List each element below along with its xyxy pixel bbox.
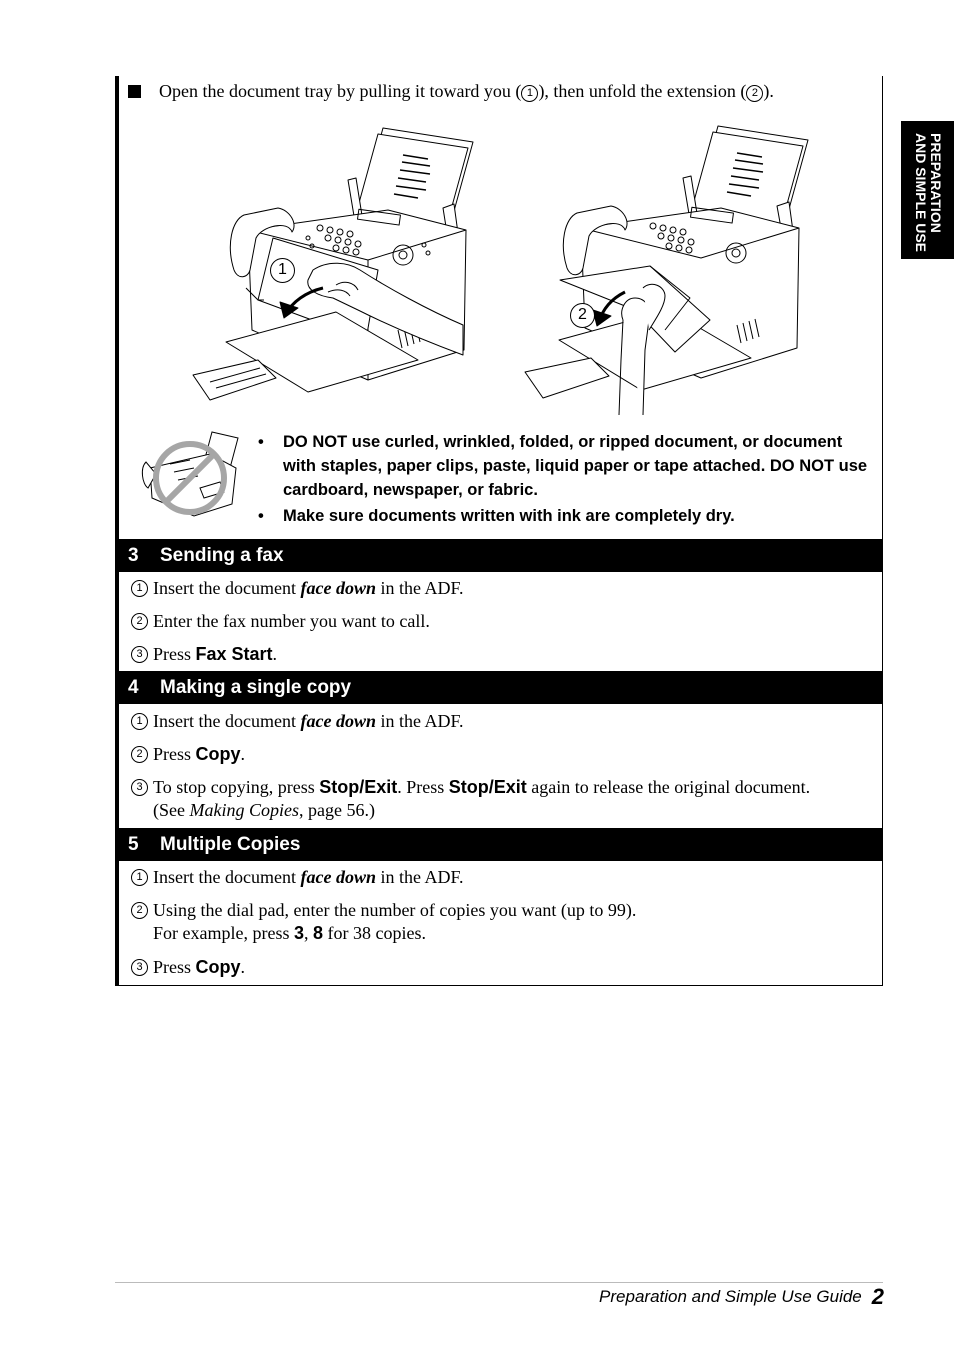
key-label: Stop/Exit <box>448 777 527 797</box>
key-label: Copy <box>195 744 241 764</box>
key-label: Copy <box>195 957 241 977</box>
step-text: . <box>240 744 246 764</box>
figure-label-2: 2 <box>570 303 595 328</box>
section-title: Sending a fax <box>160 545 284 566</box>
intro-text-pre: Open the document tray by pulling it toward you ( <box>159 81 522 101</box>
page-footer <box>599 1284 884 1310</box>
caution-list <box>258 430 876 530</box>
circled-number: 2 <box>131 902 148 919</box>
fax-tray-extension-illustration <box>515 120 810 415</box>
no-damaged-document-icon <box>140 428 245 518</box>
step-text: . <box>240 957 246 977</box>
circled-number: 2 <box>131 613 148 630</box>
step-item <box>131 866 876 889</box>
step-text: Press <box>153 744 196 764</box>
step-text: in the ADF. <box>375 711 464 731</box>
section-number: 4 <box>128 677 139 698</box>
step-item <box>131 743 876 766</box>
step-text: Using the dial pad, enter the number of copies you want (up to 99). <box>153 900 637 920</box>
intro-instruction <box>128 80 774 102</box>
section-header-sending-fax <box>119 539 882 572</box>
footer-divider <box>115 1282 883 1283</box>
fax-tray-open-illustration <box>188 120 478 410</box>
step-text: Insert the document <box>153 578 301 598</box>
circled-number: 1 <box>131 580 148 597</box>
key-label: 8 <box>312 923 323 943</box>
step-emphasis: face down <box>300 711 376 731</box>
step-emphasis: face down <box>300 578 376 598</box>
intro-text-mid: ), then unfold the extension ( <box>538 81 747 101</box>
step-text: Press <box>153 957 196 977</box>
circled-number: 3 <box>131 779 148 796</box>
step-text: in the ADF. <box>375 578 464 598</box>
caution-item: • DO NOT use curled, wrinkled, folded, or ripped document, or document with staples, paper clips, paste, liquid paper or tape attached. DO NOT use cardboard, newspaper, or fabric. <box>258 430 876 502</box>
bullet-square-icon <box>128 85 141 98</box>
step-item <box>131 710 876 733</box>
side-tab-line: AND SIMPLE USE <box>913 133 929 253</box>
step-item <box>131 610 876 633</box>
step-text: . Press <box>397 777 449 797</box>
circled-number: 1 <box>521 85 538 102</box>
section-number: 5 <box>128 834 139 855</box>
circled-number: 1 <box>131 869 148 886</box>
step-text: in the ADF. <box>375 867 464 887</box>
step-text: Enter the fax number you want to call. <box>153 611 430 631</box>
step-text: To stop copying, press <box>153 777 320 797</box>
step-text: again to release the original document. <box>526 777 811 797</box>
cross-reference: Making Copies <box>189 800 299 820</box>
step-item <box>131 956 876 979</box>
circled-number: 2 <box>131 746 148 763</box>
step-item <box>131 643 876 666</box>
step-text: Insert the document <box>153 711 301 731</box>
footer-title: Preparation and Simple Use Guide <box>599 1287 862 1306</box>
step-item <box>131 899 876 945</box>
step-text: Press <box>153 644 196 664</box>
figure-label-1: 1 <box>270 258 295 283</box>
intro-text-post: ). <box>763 81 774 101</box>
step-text: , <box>303 923 313 943</box>
caution-item: • Make sure documents written with ink are completely dry. <box>258 504 876 528</box>
page-number: 2 <box>871 1284 884 1309</box>
step-text: For example, press <box>153 923 294 943</box>
side-tab-line: PREPARATION <box>928 133 944 233</box>
step-text: for 38 copies. <box>323 923 426 943</box>
circled-number: 3 <box>131 646 148 663</box>
chapter-side-tab <box>901 121 954 259</box>
key-label: Stop/Exit <box>319 777 398 797</box>
step-text: (See <box>153 800 190 820</box>
circled-number: 2 <box>746 85 763 102</box>
section-header-multiple-copies <box>119 828 882 861</box>
step-text: Insert the document <box>153 867 301 887</box>
section-title: Making a single copy <box>160 677 352 698</box>
step-emphasis: face down <box>300 867 376 887</box>
section-header-single-copy <box>119 671 882 704</box>
section-number: 3 <box>128 545 139 566</box>
circled-number: 3 <box>131 959 148 976</box>
step-item <box>131 577 876 600</box>
step-text: , page 56.) <box>298 800 375 820</box>
key-label: Fax Start <box>195 644 273 664</box>
section-title: Multiple Copies <box>160 834 301 855</box>
step-text: . <box>272 644 278 664</box>
key-label: 3 <box>293 923 304 943</box>
step-item <box>131 776 876 822</box>
circled-number: 1 <box>131 713 148 730</box>
